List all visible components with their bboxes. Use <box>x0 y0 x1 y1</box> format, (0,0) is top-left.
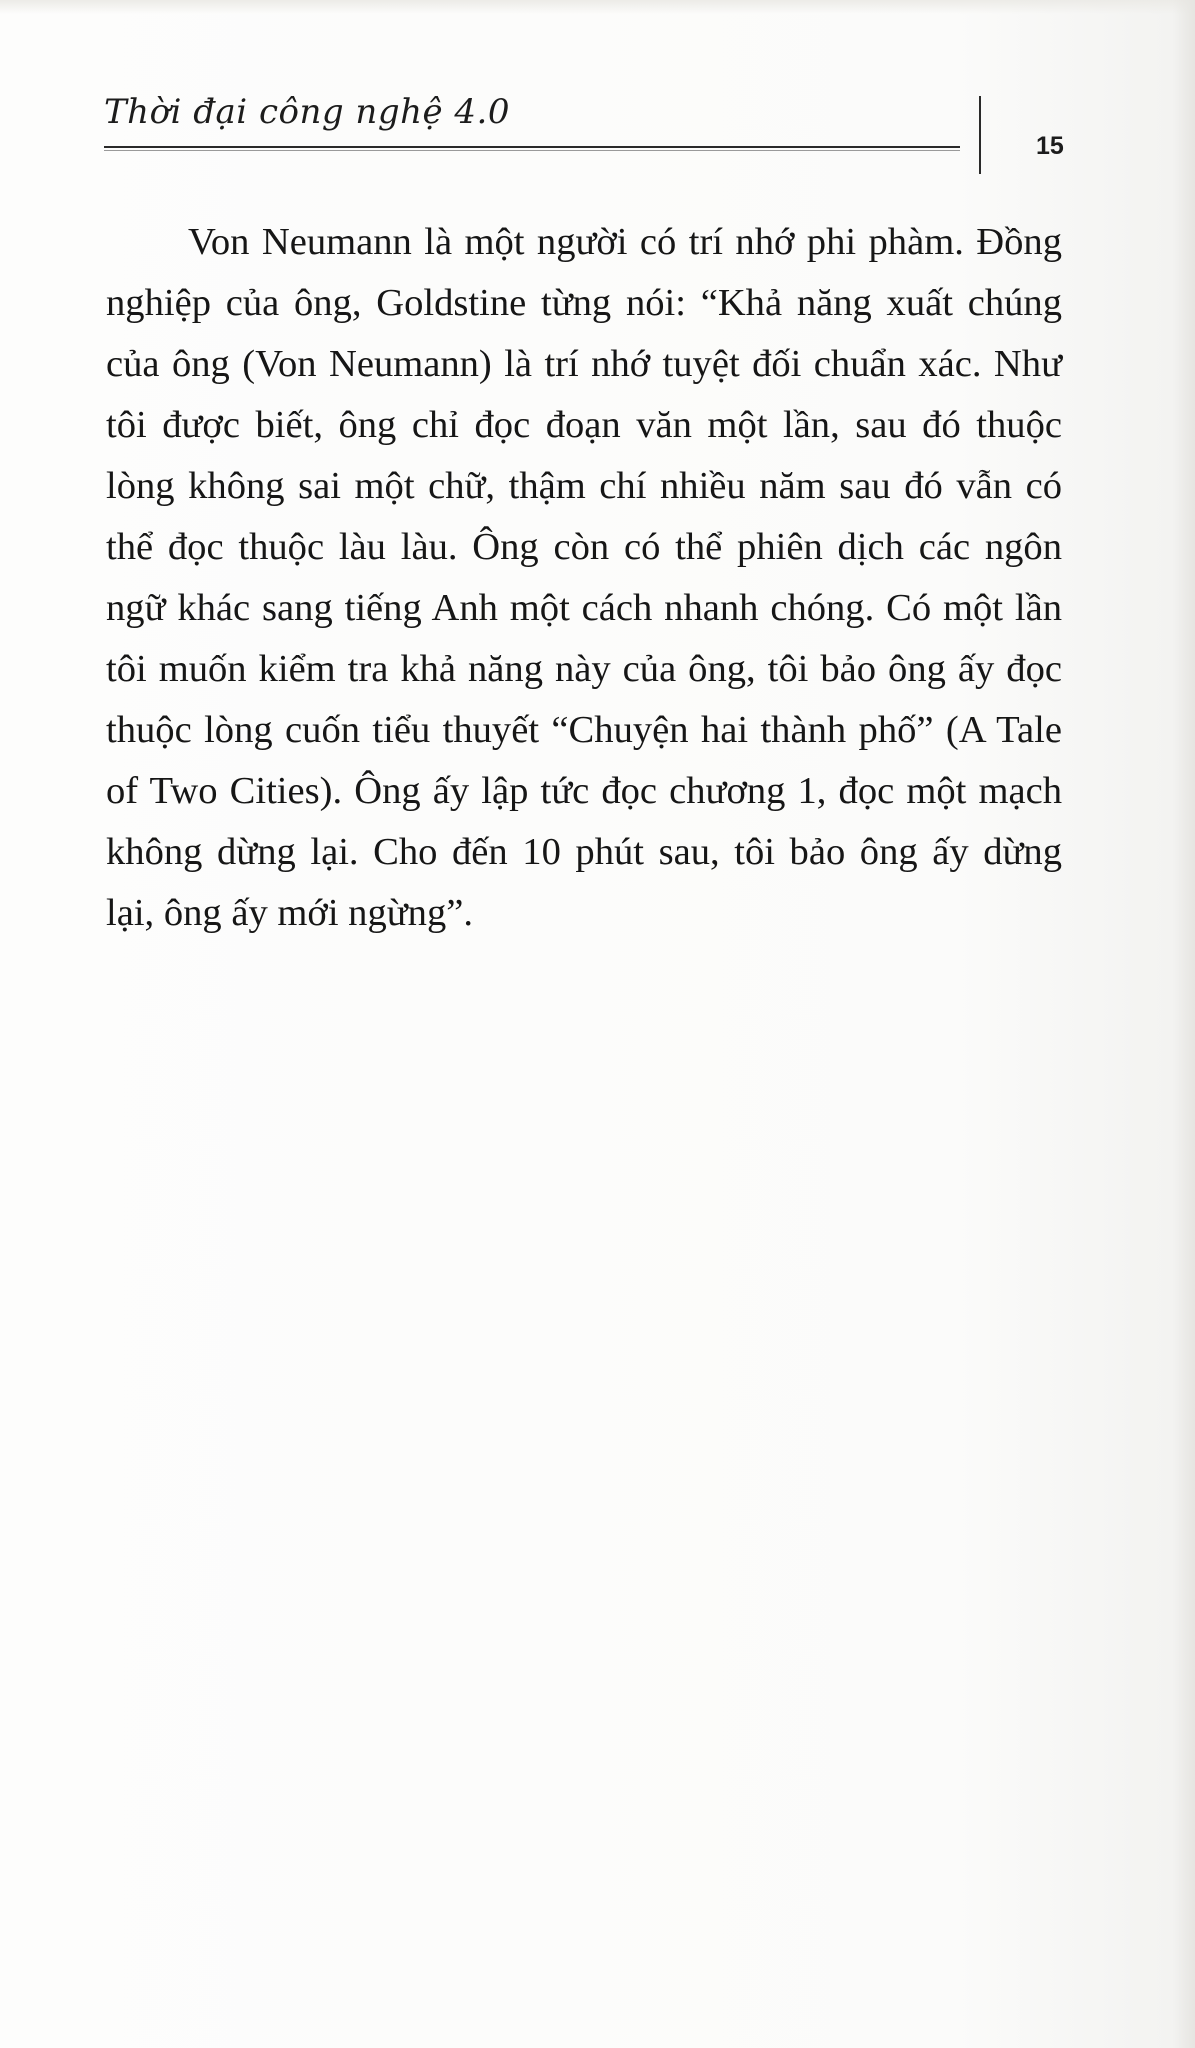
page-number: 15 <box>1036 132 1064 160</box>
paragraph-line: lòng không sai một chữ, thậm chí nhiều năm sau đó vẫn có <box>106 465 1062 507</box>
header-rule <box>104 146 960 148</box>
header-rule-underline <box>104 150 960 151</box>
paragraph-line: ngữ khác sang tiếng Anh một cách nhanh chóng. Có một lần <box>106 587 1062 629</box>
paragraph-line: of Two Cities). Ông ấy lập tức đọc chương 1, đọc một mạch <box>106 770 1062 812</box>
page-top-edge-shadow <box>0 0 1195 14</box>
paragraph-line: tôi được biết, ông chỉ đọc đoạn văn một lần, sau đó thuộc <box>106 404 1062 446</box>
running-header-title: Thời đại công nghệ 4.0 <box>104 92 510 132</box>
paragraph-line: Von Neumann là một người có trí nhớ phi phàm. Đồng <box>188 221 1062 263</box>
paragraph-line: tôi muốn kiểm tra khả năng này của ông, tôi bảo ông ấy đọc <box>106 648 1062 690</box>
paragraph-last-line: lại, ông ấy mới ngừng”. <box>106 892 474 934</box>
body-paragraph <box>106 212 1062 944</box>
header-vertical-divider <box>979 96 981 174</box>
paragraph-line: thuộc lòng cuốn tiểu thuyết “Chuyện hai thành phố” (A Tale <box>106 709 1062 751</box>
paragraph-line: nghiệp của ông, Goldstine từng nói: “Khả năng xuất chúng <box>106 282 1062 324</box>
page-gutter-shadow <box>1173 0 1195 2048</box>
paragraph-line: thể đọc thuộc làu làu. Ông còn có thể phiên dịch các ngôn <box>106 526 1062 568</box>
paragraph-line: của ông (Von Neumann) là trí nhớ tuyệt đối chuẩn xác. Như <box>106 343 1062 385</box>
paragraph-line: không dừng lại. Cho đến 10 phút sau, tôi bảo ông ấy dừng <box>106 831 1062 873</box>
